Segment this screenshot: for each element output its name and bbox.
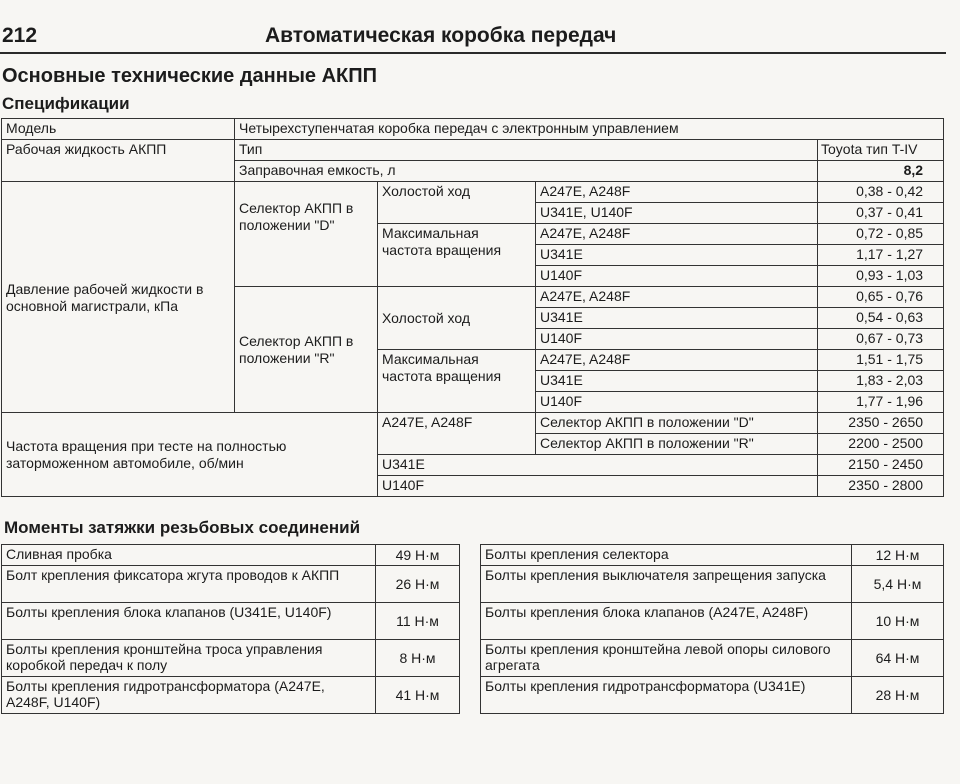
r-idle-value-3: 0,67 - 0,73: [818, 329, 944, 350]
r-idle-label: Холостой ход: [378, 287, 536, 350]
r-max-value-3: 1,77 - 1,96: [818, 392, 944, 413]
torque-title: Моменты затяжки резьбовых соединений: [4, 518, 361, 537]
torque-left-name-1: Сливная пробка: [2, 545, 376, 566]
selector-d: Селектор АКПП в положении "D": [235, 182, 378, 287]
r-max-value-2: 1,83 - 2,03: [818, 371, 944, 392]
stall-value-u140f: 2350 - 2800: [818, 476, 944, 497]
d-max-model-1: A247E, A248F: [536, 224, 818, 245]
torque-left-value-4: 8 Н·м: [376, 640, 460, 677]
selector-r: Селектор АКПП в положении "R": [235, 287, 378, 413]
torque-left-name-5: Болты крепления гидротрансформатора (A247E, A248F, U140F): [2, 677, 376, 714]
table-row: [2, 182, 944, 203]
table-row: [2, 566, 460, 603]
r-idle-model-1: A247E, A248F: [536, 287, 818, 308]
table-row: [481, 677, 944, 714]
d-idle-value-2: 0,37 - 0,41: [818, 203, 944, 224]
d-max-model-3: U140F: [536, 266, 818, 287]
spec-title: Спецификации: [2, 94, 130, 113]
table-row: [2, 413, 944, 434]
torque-right-value-4: 64 Н·м: [852, 640, 944, 677]
torque-right-value-1: 12 Н·м: [852, 545, 944, 566]
stall-a-model: A247E, A248F: [378, 413, 536, 455]
torque-right-name-5: Болты крепления гидротрансформатора (U341E): [481, 677, 852, 714]
r-idle-model-3: U140F: [536, 329, 818, 350]
fluid-capacity-label: Заправочная емкость, л: [235, 161, 818, 182]
table-row: [481, 566, 944, 603]
r-idle-value-1: 0,65 - 0,76: [818, 287, 944, 308]
section-title: Основные технические данные АКПП: [2, 65, 377, 87]
torque-left-value-5: 41 Н·м: [376, 677, 460, 714]
table-row: [2, 640, 460, 677]
d-idle-value-1: 0,38 - 0,42: [818, 182, 944, 203]
r-max-model-1: A247E, A248F: [536, 350, 818, 371]
stall-a-condition-2: Селектор АКПП в положении "R": [536, 434, 818, 455]
table-row: [2, 677, 460, 714]
torque-right-name-2: Болты крепления выключателя запрещения запуска: [481, 566, 852, 603]
torque-left-name-4: Болты крепления кронштейна троса управления коробкой передач к полу: [2, 640, 376, 677]
torque-table-right: [480, 544, 944, 714]
d-idle-model-1: A247E, A248F: [536, 182, 818, 203]
torque-left-value-3: 11 Н·м: [376, 603, 460, 640]
model-label: Модель: [2, 119, 235, 140]
stall-value-u341e: 2150 - 2450: [818, 455, 944, 476]
torque-right-name-3: Болты крепления блока клапанов (A247E, A248F): [481, 603, 852, 640]
model-value: Четырехступенчатая коробка передач с электронным управлением: [235, 119, 944, 140]
table-row: [481, 545, 944, 566]
stall-model-u341e: U341E: [378, 455, 818, 476]
r-max-label: Максимальная частота вращения: [378, 350, 536, 413]
d-max-value-1: 0,72 - 0,85: [818, 224, 944, 245]
d-max-value-2: 1,17 - 1,27: [818, 245, 944, 266]
d-idle-label: Холостой ход: [378, 182, 536, 224]
page-header: [0, 22, 946, 54]
r-idle-value-2: 0,54 - 0,63: [818, 308, 944, 329]
spec-table: [1, 118, 944, 497]
r-idle-model-2: U341E: [536, 308, 818, 329]
table-row: [481, 640, 944, 677]
torque-left-value-1: 49 Н·м: [376, 545, 460, 566]
torque-right-value-3: 10 Н·м: [852, 603, 944, 640]
fluid-capacity-value: 8,2: [818, 161, 944, 182]
fluid-type-label: Тип: [235, 140, 818, 161]
d-idle-model-2: U341E, U140F: [536, 203, 818, 224]
r-max-value-1: 1,51 - 1,75: [818, 350, 944, 371]
stall-model-u140f: U140F: [378, 476, 818, 497]
table-row: [2, 119, 944, 140]
stall-a-value-1: 2350 - 2650: [818, 413, 944, 434]
fluid-type-value: Toyota тип T-IV: [818, 140, 944, 161]
d-max-label: Максимальная частота вращения: [378, 224, 536, 287]
table-row: [2, 603, 460, 640]
d-max-value-3: 0,93 - 1,03: [818, 266, 944, 287]
torque-right-value-2: 5,4 Н·м: [852, 566, 944, 603]
r-max-model-3: U140F: [536, 392, 818, 413]
torque-right-value-5: 28 Н·м: [852, 677, 944, 714]
r-max-model-2: U341E: [536, 371, 818, 392]
torque-left-value-2: 26 Н·м: [376, 566, 460, 603]
torque-right-name-1: Болты крепления селектора: [481, 545, 852, 566]
torque-table-left: [1, 544, 460, 714]
table-row: [2, 545, 460, 566]
torque-left-name-2: Болт крепления фиксатора жгута проводов к АКПП: [2, 566, 376, 603]
stall-a-condition-1: Селектор АКПП в положении "D": [536, 413, 818, 434]
table-row: [2, 140, 944, 161]
d-max-model-2: U341E: [536, 245, 818, 266]
fluid-label: Рабочая жидкость АКПП: [2, 140, 235, 182]
torque-right-name-4: Болты крепления кронштейна левой опоры силового агрегата: [481, 640, 852, 677]
pressure-label: Давление рабочей жидкости в основной магистрали, кПа: [2, 182, 235, 413]
stall-a-value-2: 2200 - 2500: [818, 434, 944, 455]
running-title: Автоматическая коробка передач: [265, 24, 617, 47]
torque-left-name-3: Болты крепления блока клапанов (U341E, U140F): [2, 603, 376, 640]
page-number: 212: [2, 24, 38, 47]
stall-label: Частота вращения при тесте на полностью заторможенном автомобиле, об/мин: [2, 413, 378, 497]
table-row: [481, 603, 944, 640]
